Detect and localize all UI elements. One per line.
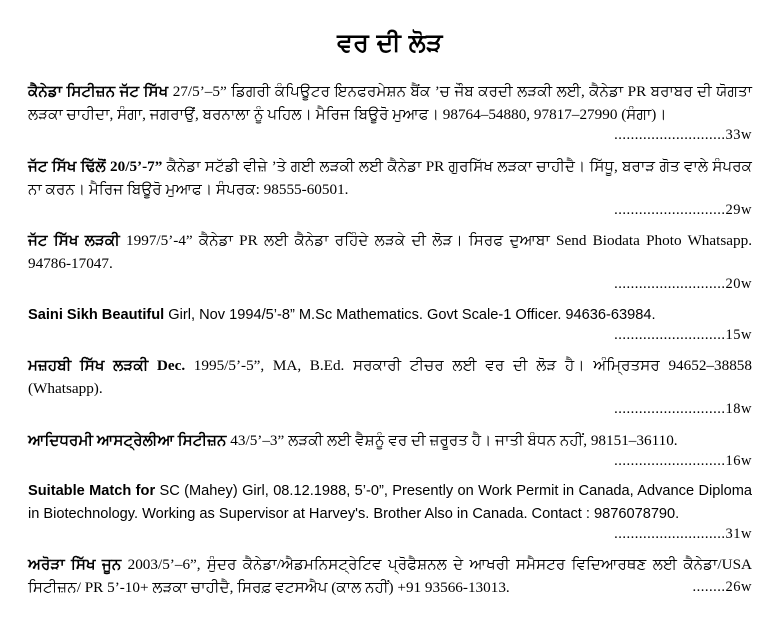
ad-text <box>28 429 752 452</box>
ad-detail: SC (Mahey) Girl, 08.12.1988, 5’-0”, Presently on Work Permit in Canada, Advance Diploma in Biotechnology. Working as Supervisor at Harvey's. Brother Also in Canada. Contact : 9876078790. <box>28 483 752 522</box>
ad-word-count: ...........................29w <box>614 201 752 218</box>
ad-item <box>28 304 752 345</box>
ad-detail: 43/5’–3” ਲੜਕੀ ਲਈ ਵੈਸ਼ਨੂੰ ਵਰ ਦੀ ਜ਼ਰੂਰਤ ਹੈ। ਜਾਤੀ ਬੰਧਨ ਨਹੀਂ, 98151–36110. <box>226 431 678 449</box>
ad-text <box>28 155 752 201</box>
ad-list <box>28 80 752 599</box>
ad-item <box>28 80 752 145</box>
ad-word-count: ........26w <box>692 579 752 596</box>
ad-item <box>28 229 752 294</box>
ad-lead: Suitable Match for <box>28 483 156 500</box>
ad-item <box>28 354 752 419</box>
ad-word-count: ...........................18w <box>614 401 752 418</box>
ad-item <box>28 155 752 220</box>
ad-lead: ਮਜ਼ਹਬੀ ਸਿੱਖ ਲੜਕੀ Dec. <box>28 357 186 375</box>
ad-lead: ਜੱਟ ਸਿੱਖ ਲੜਕੀ <box>28 232 120 250</box>
ad-text <box>28 553 752 599</box>
ad-text <box>28 229 752 275</box>
ad-text <box>28 354 752 400</box>
ad-item <box>28 480 752 543</box>
page-title: ਵਰ ਦੀ ਲੋੜ <box>337 29 443 57</box>
ad-detail: 1997/5’-4” ਕੈਨੇਡਾ PR ਲਈ ਕੈਨੇਡਾ ਰਹਿੰਦੇ ਲੜਕੇ ਦੀ ਲੋੜ। ਸਿਰਫ ਦੁਆਬਾ Send Biodata Photo Whatsapp. 94786-17047. <box>28 232 753 273</box>
ad-detail: ਕੈਨੇਡਾ ਸਟੱਡੀ ਵੀਜ਼ੇ ’ਤੇ ਗਈ ਲੜਕੀ ਲਈ ਕੈਨੇਡਾ PR ਗੁਰਸਿੱਖ ਲੜਕਾ ਚਾਹੀਦੈ। ਸਿੱਧੂ, ਬਰਾੜ ਗੋਤ ਵਾਲੇ ਸੰਪਰਕ ਨਾ ਕਰਨ। ਮੈਰਿਜ ਬਿਊਰੋ ਮੁਆਫ। ਸੰਪਰਕ: 98555-60501. <box>28 157 753 198</box>
ad-detail: Girl, Nov 1994/5’-8” M.Sc Mathematics. Govt Scale-1 Officer. 94636-63984. <box>164 306 656 323</box>
ad-item <box>28 429 752 470</box>
ad-detail: 27/5’–5” ਡਿਗਰੀ ਕੰਪਿਊਟਰ ਇਨਫਰਮੇਸ਼ਨ ਬੈਂਕ ’ਚ ਜੌਬ ਕਰਦੀ ਲੜਕੀ ਲਈ, ਕੈਨੇਡਾ PR ਬਰਾਬਰ ਦੀ ਯੋਗਤਾ ਲੜਕਾ ਚਾਹੀਦਾ, ਸੰਗਾ, ਜਗਰਾਉਂ, ਬਰਨਾਲਾ ਨੂੰ ਪਹਿਲ। ਮੈਰਿਜ ਬਿਊਰੋ ਮੁਆਫ। 98764–54880, 97817–27990 (ਸੰਗਾ)। <box>28 83 753 124</box>
ad-lead: ਅਰੋੜਾ ਸਿੱਖ ਜੂਨ <box>28 556 122 574</box>
ad-lead: ਜੱਟ ਸਿੱਖ ਢਿੱਲੋਂ 20/5’-7” <box>28 157 163 175</box>
ad-detail: 2003/5’–6”, ਸੁੰਦਰ ਕੈਨੇਡਾ/ਐਡਮਨਿਸਟ੍ਰੇਟਿਵ ਪ੍ਰੋਫੈਸ਼ਨਲ ਦੇ ਆਖਰੀ ਸਮੈਸਟਰ ਵਿਦਿਆਰਥਣ ਲਈ ਕੈਨੇਡਾ/USA ਸਿਟੀਜ਼ਨ/ PR 5’-10+ ਲੜਕਾ ਚਾਹੀਦੈ, ਸਿਰਫ਼ ਵਟਸਐਪ (ਕਾਲ ਨਹੀਂ) +91 93566-13013. <box>28 556 752 597</box>
ad-word-count: ...........................16w <box>614 452 752 469</box>
ad-word-count: ...........................20w <box>614 276 752 293</box>
ad-lead: ਆਦਿਧਰਮੀ ਆਸਟ੍ਰੇਲੀਆ ਸਿਟੀਜ਼ਨ <box>28 431 227 449</box>
ad-detail: 1995/5’-5”, MA, B.Ed. ਸਰਕਾਰੀ ਟੀਚਰ ਲਈ ਵਰ ਦੀ ਲੋੜ ਹੈ। ਅੰਮ੍ਰਿਤਸਰ 94652–38858 (Whatsapp). <box>28 357 752 398</box>
ad-word-count: ...........................15w <box>614 326 752 343</box>
ad-word-count: ...........................33w <box>614 127 752 144</box>
ad-text <box>28 304 752 326</box>
ad-word-count: ...........................31w <box>614 525 752 542</box>
ad-item <box>28 553 752 599</box>
ad-text <box>28 480 752 524</box>
ad-lead: Saini Sikh Beautiful <box>28 306 165 323</box>
ad-lead: ਕੈਨੇਡਾ ਸਿਟੀਜ਼ਨ ਜੱਟ ਸਿੱਖ <box>28 83 169 100</box>
ad-text <box>28 80 752 126</box>
